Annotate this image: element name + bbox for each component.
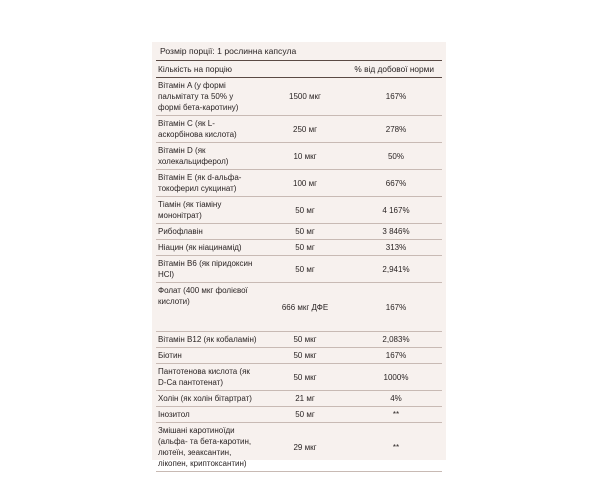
nutrient-name: Вітамін B6 (як піридоксин HCl) (156, 256, 260, 283)
table-row (156, 332, 442, 348)
nutrient-amount: 50 мг (260, 240, 350, 256)
nutrient-amount: 666 мкг ДФЕ (260, 283, 350, 332)
nutrient-daily-value: 4 167% (350, 197, 442, 224)
nutrient-name: Змішані каротиноїди (альфа- та бета-каротин, лютеїн, зеаксантин, лікопен, криптоксантин) (156, 423, 260, 472)
nutrient-name: Біотин (156, 348, 260, 364)
nutrient-amount: 21 мг (260, 391, 350, 407)
supplement-facts-panel (152, 42, 446, 468)
table-row (156, 116, 442, 143)
table-row (156, 283, 442, 332)
table-row (156, 391, 442, 407)
nutrient-daily-value: 278% (350, 116, 442, 143)
table-row (156, 348, 442, 364)
nutrient-daily-value: 4% (350, 391, 442, 407)
nutrient-name: Рибофлавін (156, 224, 260, 240)
nutrient-daily-value: 667% (350, 170, 442, 197)
nutrient-amount: 100 мг (260, 170, 350, 197)
table-row (156, 170, 442, 197)
nutrient-amount: 50 мг (260, 224, 350, 240)
table-row (156, 224, 442, 240)
table-row (156, 256, 442, 283)
nutrient-daily-value: 167% (350, 348, 442, 364)
nutrient-amount: 50 мг (260, 256, 350, 283)
nutrient-table (156, 78, 442, 472)
nutrient-name: Вітамін D (як холекальциферол) (156, 143, 260, 170)
nutrient-daily-value: 50% (350, 143, 442, 170)
table-row (156, 143, 442, 170)
nutrient-name: Фолат (400 мкг фолієвої кислоти) (156, 283, 260, 332)
nutrient-amount: 250 мг (260, 116, 350, 143)
table-row (156, 197, 442, 224)
nutrient-daily-value: 2,941% (350, 256, 442, 283)
amount-per-serving-header: Кількість на порцію (158, 64, 232, 74)
table-header (156, 61, 442, 78)
nutrient-daily-value: 167% (350, 283, 442, 332)
nutrient-amount: 10 мкг (260, 143, 350, 170)
nutrient-name: Холін (як холін бітартрат) (156, 391, 260, 407)
nutrient-daily-value: 1000% (350, 364, 442, 391)
table-row (156, 407, 442, 423)
nutrient-name: Вітамін E (як d-альфа-токоферил сукцинат) (156, 170, 260, 197)
nutrient-daily-value: ** (350, 407, 442, 423)
table-row (156, 78, 442, 116)
serving-size: Розмір порції: 1 рослинна капсула (156, 42, 442, 61)
nutrient-name: Вітамін B12 (як кобаламін) (156, 332, 260, 348)
nutrient-name: Вітамін A (у формі пальмітату та 50% у формі бета-каротину) (156, 78, 260, 116)
nutrient-amount: 29 мкг (260, 423, 350, 472)
table-row (156, 423, 442, 472)
nutrient-daily-value: 3 846% (350, 224, 442, 240)
nutrient-amount: 50 мг (260, 197, 350, 224)
nutrient-name: Вітамін C (як L-аскорбінова кислота) (156, 116, 260, 143)
nutrient-name: Тіамін (як тіаміну мононітрат) (156, 197, 260, 224)
nutrient-daily-value: 313% (350, 240, 442, 256)
nutrient-name: Пантотенова кислота (як D-Ca пантотенат) (156, 364, 260, 391)
nutrient-amount: 50 мг (260, 407, 350, 423)
table-row (156, 364, 442, 391)
nutrient-amount: 50 мкг (260, 364, 350, 391)
nutrient-name: Ніацин (як ніацинамід) (156, 240, 260, 256)
nutrient-daily-value: 2,083% (350, 332, 442, 348)
daily-value-header: % від добової норми (354, 64, 434, 74)
nutrient-daily-value: 167% (350, 78, 442, 116)
nutrient-amount: 50 мкг (260, 332, 350, 348)
table-row (156, 240, 442, 256)
nutrient-daily-value: ** (350, 423, 442, 472)
nutrient-amount: 50 мкг (260, 348, 350, 364)
nutrient-name: Інозитол (156, 407, 260, 423)
nutrient-amount: 1500 мкг (260, 78, 350, 116)
